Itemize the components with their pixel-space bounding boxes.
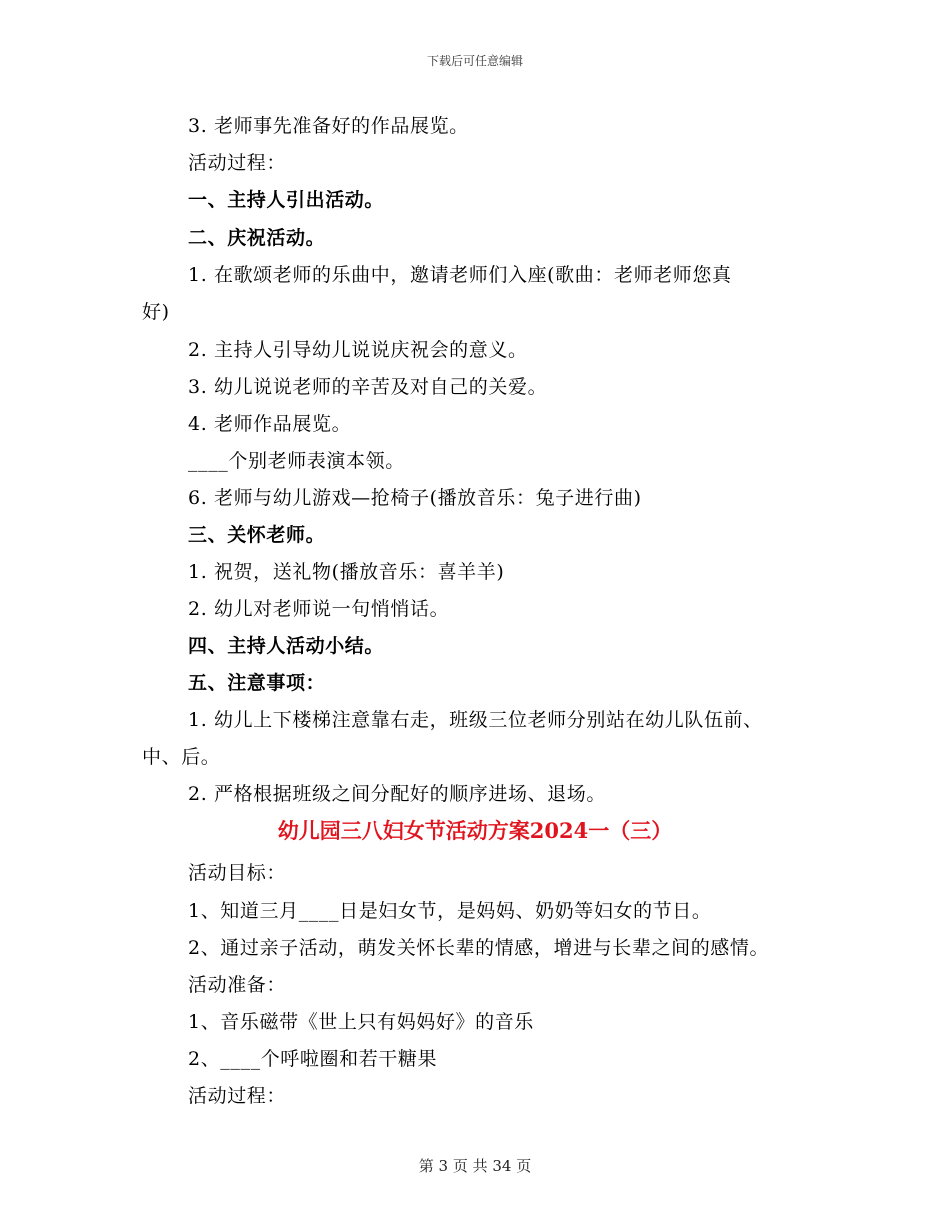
text-line: 3. 老师事先准备好的作品展览。 [188, 115, 469, 137]
text-line: 6. 老师与幼儿游戏—抢椅子(播放音乐：兔子进行曲) [188, 487, 642, 509]
text-line: 中、后。 [142, 746, 221, 768]
text-line: 3. 幼儿说说老师的辛苦及对自己的关爱。 [188, 376, 548, 398]
text-line: ____个别老师表演本领。 [188, 450, 405, 472]
text-line: 4. 老师作品展览。 [188, 413, 352, 435]
text-line: 1、音乐磁带《世上只有妈妈好》的音乐 [188, 1011, 534, 1033]
section-title: 幼儿园三八妇女节活动方案2024一（三） [277, 818, 673, 843]
text-line: 1. 祝贺，送礼物(播放音乐：喜羊羊) [188, 561, 505, 583]
text-line: 好) [142, 301, 170, 323]
text-line: 1. 幼儿上下楼梯注意靠右走，班级三位老师分别站在幼儿队伍前、 [188, 709, 763, 731]
text-line: 活动过程： [188, 1085, 287, 1107]
text-line: 2、通过亲子活动，萌发关怀长辈的情感，增进与长辈之间的感情。 [188, 937, 770, 959]
text-line: 2、____个呼啦圈和若干糖果 [188, 1048, 438, 1070]
heading-line: 一、主持人引出活动。 [188, 189, 385, 211]
text-line: 活动准备： [188, 974, 287, 996]
heading-line: 三、关怀老师。 [188, 524, 326, 546]
text-line: 2. 严格根据班级之间分配好的顺序进场、退场。 [188, 783, 606, 805]
text-line: 2. 主持人引导幼儿说说庆祝会的意义。 [188, 339, 528, 361]
heading-line: 二、庆祝活动。 [188, 227, 326, 249]
text-line: 1、知道三月____日是妇女节，是妈妈、奶奶等妇女的节日。 [188, 900, 712, 922]
text-line: 1. 在歌颂老师的乐曲中，邀请老师们入座(歌曲：老师老师您真 [188, 264, 732, 286]
heading-line: 四、主持人活动小结。 [188, 635, 385, 657]
text-line: 2. 幼儿对老师说一句悄悄话。 [188, 598, 450, 620]
text-line: 活动目标： [188, 862, 287, 884]
heading-line: 五、注意事项： [188, 672, 326, 694]
page-header: 下载后可任意编辑 [426, 54, 523, 68]
text-line: 活动过程： [188, 152, 287, 174]
page-footer: 第 3 页 共 34 页 [418, 1157, 532, 1175]
